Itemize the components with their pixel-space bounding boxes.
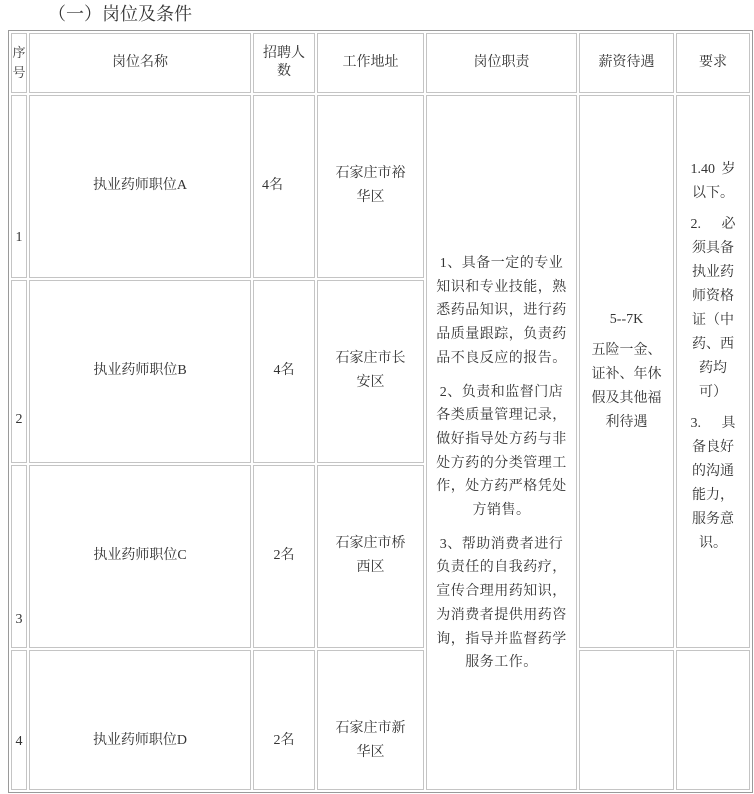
cell-position-name (29, 650, 251, 790)
position-name: 执业药师职位C (93, 548, 187, 563)
requirement-line: 证（中 (692, 313, 734, 328)
header-salary (579, 33, 674, 93)
header-count-label: 招聘人数 (262, 45, 305, 79)
requirement-line: 须具备 (692, 241, 734, 256)
duty-line: 2、负责和监督门店 (439, 384, 564, 400)
cell-address (317, 465, 424, 648)
salary-block (580, 308, 673, 435)
position-name: 执业药师职位A (92, 178, 188, 193)
cell-seq (11, 95, 27, 278)
work-address: 石家庄市桥西区 (335, 536, 406, 575)
requirement-line: 3. 具 (690, 416, 736, 431)
requirement-line: 识。 (699, 536, 727, 551)
row-seq: 2 (15, 412, 23, 427)
duty-line: 3、帮助消费者进行 (439, 536, 564, 552)
cell-position-name (29, 465, 251, 648)
requirement-line: 1.40岁 (690, 162, 736, 177)
row-seq: 3 (15, 612, 23, 627)
cell-seq (11, 650, 27, 790)
work-address: 石家庄市新华区 (335, 721, 406, 760)
cell-address (317, 280, 424, 463)
cell-headcount (253, 465, 315, 648)
headcount: 4名 (273, 363, 295, 378)
duty-line: 知识和专业技能，熟 (436, 279, 567, 295)
cell-salary (579, 95, 674, 648)
salary-range: 5--7K (609, 312, 644, 327)
requirement-line: 2. 必 (690, 217, 736, 232)
duty-line: 宣传合理用药知识， (436, 584, 567, 600)
address-wrap (318, 532, 423, 580)
table-row (11, 95, 750, 278)
table-row (11, 650, 750, 790)
header-seq-label: 序号 (12, 44, 26, 80)
requirement-line: 师资格 (692, 289, 734, 304)
requirement-line: 备良好 (692, 440, 734, 455)
work-address: 石家庄市长安区 (335, 351, 406, 390)
headcount: 2名 (273, 733, 295, 748)
duty-line: 为消费者提供用药咨 (436, 607, 567, 623)
requirement-item (691, 412, 736, 556)
duty-line: 悉药品知识，进行药 (436, 303, 567, 319)
requirement-line: 以下。 (692, 186, 734, 201)
duty-line: 品不良反应的报告。 (436, 350, 567, 366)
row-seq: 1 (15, 230, 23, 245)
header-count (253, 33, 315, 93)
cell-headcount (253, 650, 315, 790)
cell-headcount (253, 280, 315, 463)
address-wrap (318, 162, 423, 210)
requirement-item (691, 213, 736, 405)
header-seq (11, 33, 27, 93)
benefit-line: 利待遇 (605, 415, 648, 430)
duty-line: 服务工作。 (465, 655, 538, 671)
duty-line: 各类质量管理记录， (436, 408, 567, 424)
requirement-line: 可） (699, 385, 727, 400)
cell-address (317, 650, 424, 790)
work-address: 石家庄市裕华区 (335, 166, 406, 205)
requirement-line: 的沟通 (692, 464, 734, 479)
duty-line: 1、具备一定的专业 (439, 256, 564, 271)
salary-benefits (580, 339, 673, 435)
cell-address (317, 95, 424, 278)
duty-item (427, 252, 576, 371)
duty-line: 处方药的分类管理工 (436, 455, 567, 471)
header-salary-label: 薪资待遇 (598, 55, 655, 70)
header-address (317, 33, 424, 93)
headcount: 4名 (262, 178, 283, 193)
duty-line: 做好指导处方药与非 (436, 431, 567, 447)
position-name: 执业药师职位B (93, 363, 187, 378)
row-seq: 4 (15, 734, 23, 749)
duty-line: 询，指导并监督药学 (436, 631, 567, 647)
position-name: 执业药师职位D (92, 733, 188, 748)
cell-seq (11, 465, 27, 648)
header-address-label: 工作地址 (342, 55, 399, 70)
header-requirements (676, 33, 750, 93)
duty-item (427, 533, 576, 675)
address-wrap (318, 717, 423, 765)
requirement-line: 药均 (699, 361, 727, 376)
header-name-label: 岗位名称 (112, 55, 168, 70)
requirement-line: 能力， (692, 488, 734, 503)
duty-line: 品质量跟踪，负责药 (436, 327, 567, 343)
duty-line: 方销售。 (472, 503, 531, 519)
requirement-line: 服务意 (692, 512, 734, 527)
duty-line: 负责任的自我药疗， (436, 560, 567, 576)
header-requirements-label: 要求 (699, 55, 727, 70)
duties-block (427, 252, 576, 675)
header-row (11, 33, 750, 93)
benefit-line: 五险一金、 (591, 343, 662, 358)
cell-seq (11, 280, 27, 463)
header-duties-label: 岗位职责 (473, 55, 530, 70)
cell-position-name (29, 280, 251, 463)
benefit-line: 假及其他福 (591, 391, 662, 406)
requirement-item (691, 158, 736, 206)
job-table (8, 30, 753, 793)
requirements-block (691, 158, 736, 556)
requirement-line: 药、西 (692, 337, 734, 352)
address-wrap (318, 347, 423, 395)
header-name (29, 33, 251, 93)
section-title: （一）岗位及条件 (48, 4, 192, 24)
cell-requirements-empty (676, 650, 750, 790)
headcount: 2名 (273, 548, 295, 563)
cell-position-name (29, 95, 251, 278)
duty-item (427, 381, 576, 523)
cell-headcount (253, 95, 315, 278)
cell-duties (426, 95, 577, 790)
duty-line: 作，处方药严格凭处 (436, 479, 567, 495)
cell-salary-empty (579, 650, 674, 790)
header-duties (426, 33, 577, 93)
cell-requirements (676, 95, 750, 648)
benefit-line: 证补、年休 (591, 367, 662, 382)
requirement-line: 执业药 (692, 265, 734, 280)
